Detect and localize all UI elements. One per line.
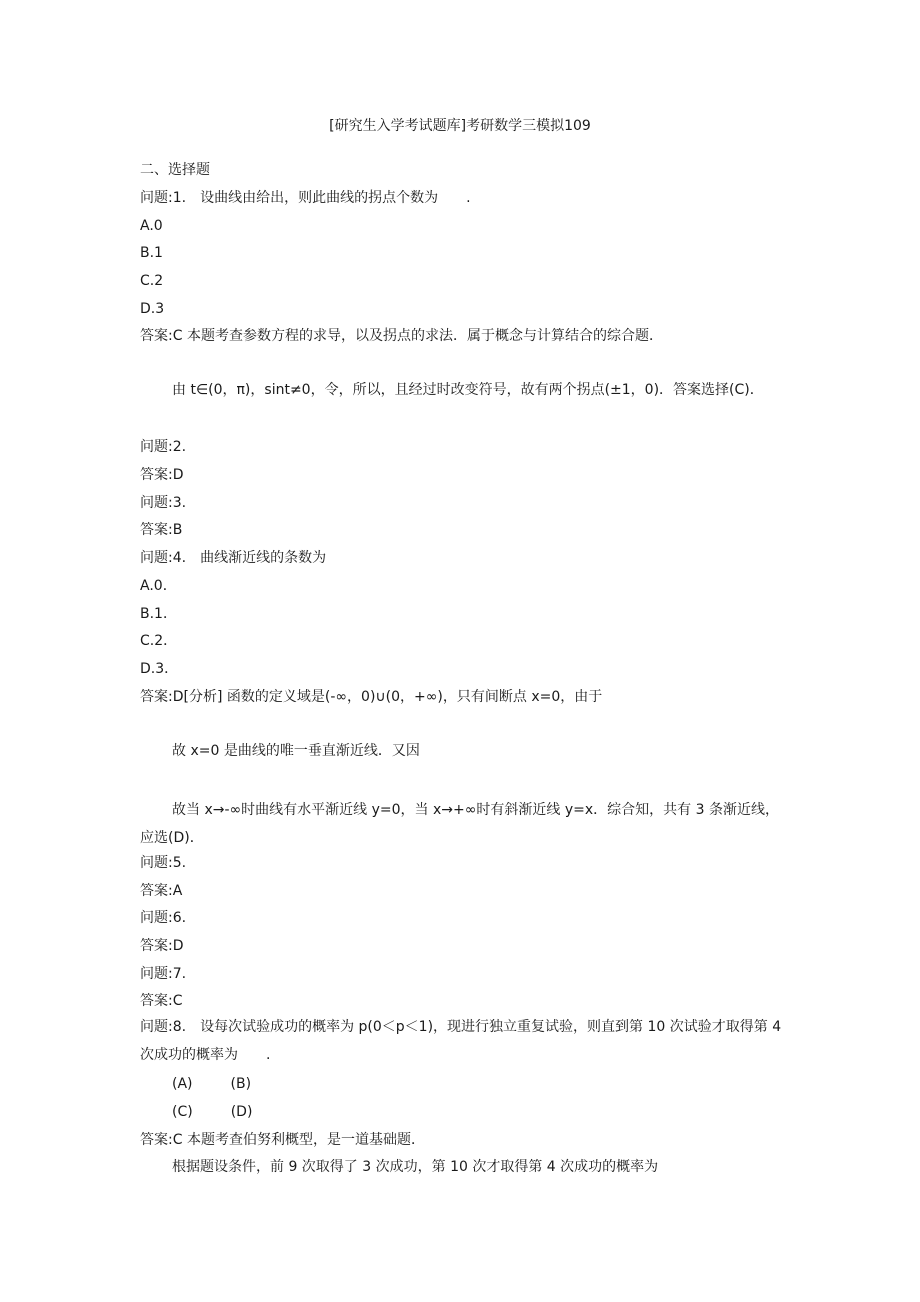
question-8-option-a: (A) (172, 1076, 193, 1092)
question-4-option-d: D.3． (140, 661, 179, 677)
question-1-option-d: D.3 (140, 301, 165, 317)
question-8-stem: 问题:8. 设每次试验成功的概率为 p(0＜p＜1)，现进行独立重复试验，则直到第 10 次试验才取得第 4 次成功的概率为 . (140, 1019, 782, 1063)
question-1-option-c: C.2 (140, 273, 164, 289)
question-3-stem: 问题:3. (140, 495, 187, 511)
question-6-stem: 问题:6. (140, 910, 187, 926)
question-5-stem: 问题:5. (140, 855, 187, 871)
question-4-option-c: C.2． (140, 633, 178, 649)
question-7-stem: 问题:7. (140, 966, 187, 982)
question-8-option-b: (B) (230, 1076, 252, 1092)
question-8-options-row-1 (172, 1074, 251, 1094)
question-6-answer: 答案:D (140, 938, 184, 954)
section-heading: 二、选择题 (140, 162, 210, 178)
question-2-stem: 问题:2. (140, 439, 187, 455)
question-1-option-a: A.0 (140, 218, 163, 234)
question-4-stem: 问题:4. 曲线渐近线的条数为 (140, 550, 327, 566)
question-1-stem: 问题:1. 设曲线由给出，则此曲线的拐点个数为 . (140, 190, 471, 206)
question-4-option-b: B.1． (140, 606, 177, 622)
question-4-explanation-2: 故当 x→-∞时曲线有水平渐近线 y=0，当 x→+∞时有斜渐近线 y=x．综合知，共有 3 条渐近线，应选(D)． (140, 802, 779, 846)
question-8-answer: 答案:C 本题考查伯努利概型，是一道基础题． (140, 1132, 425, 1148)
question-8-options-row-2 (172, 1102, 252, 1122)
question-8-explanation: 根据题设条件，前 9 次取得了 3 次成功，第 10 次才取得第 4 次成功的概率为 (172, 1159, 659, 1175)
question-1-answer: 答案:C 本题考查参数方程的求导，以及拐点的求法．属于概念与计算结合的综合题． (140, 328, 663, 344)
question-4-explanation-1: 故 x=0 是曲线的唯一垂直渐近线．又因 (172, 743, 420, 759)
question-4-answer: 答案:D[分析] 函数的定义域是(-∞，0)∪(0，+∞)，只有间断点 x=0，由于 (140, 689, 603, 705)
question-5-answer: 答案:A (140, 883, 183, 899)
page-title: [研究生入学考试题库]考研数学三模拟109 (329, 118, 591, 134)
question-1-explanation: 由 t∈(0，π)，sint≠0，令，所以，且经过时改变符号，故有两个拐点(±1，0)．答案选择(C)． (172, 382, 764, 398)
question-8-option-c: (C) (172, 1104, 193, 1120)
question-4-option-a: A.0． (140, 578, 177, 594)
question-3-answer: 答案:B (140, 522, 183, 538)
question-2-answer: 答案:D (140, 467, 184, 483)
question-1-option-b: B.1 (140, 245, 163, 261)
question-8-option-d: (D) (230, 1104, 253, 1120)
question-7-answer: 答案:C (140, 993, 183, 1009)
